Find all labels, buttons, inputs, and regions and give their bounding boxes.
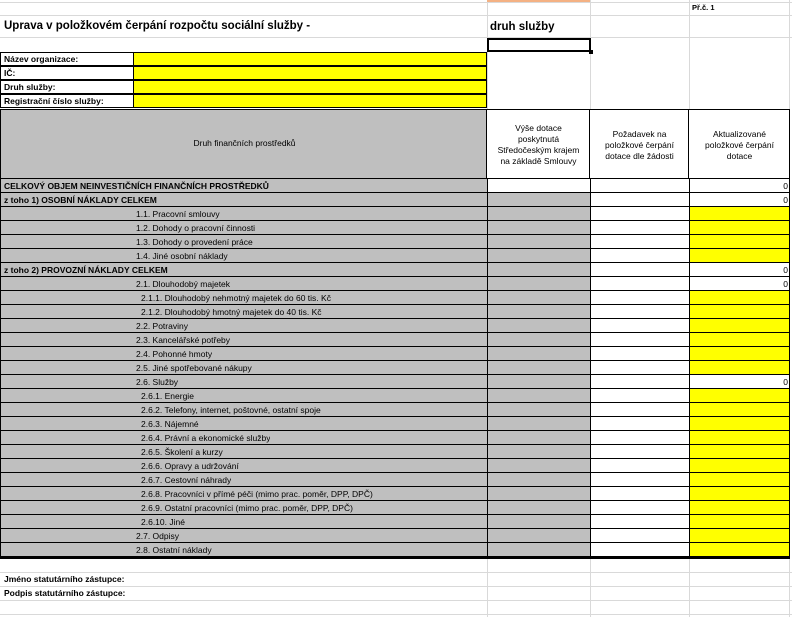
field-input[interactable]	[133, 80, 487, 94]
header-requested-allocation	[590, 109, 689, 179]
requested-allocation-cell[interactable]	[590, 291, 689, 305]
row-label-cell	[0, 543, 487, 557]
updated-allocation-cell[interactable]	[689, 501, 790, 515]
requested-allocation-cell[interactable]	[590, 221, 689, 235]
updated-allocation-cell[interactable]	[689, 263, 790, 277]
requested-allocation-cell[interactable]	[590, 347, 689, 361]
gridline	[0, 600, 792, 601]
row-label: 1.3. Dohody o provedení práce	[136, 237, 253, 247]
header-line: dotace	[726, 150, 753, 161]
requested-allocation-cell[interactable]	[590, 445, 689, 459]
grant-amount-cell[interactable]	[487, 515, 590, 529]
table-row	[0, 473, 790, 487]
row-label-cell	[0, 403, 487, 417]
table-row	[0, 221, 790, 235]
row-label-cell	[0, 459, 487, 473]
updated-allocation-cell[interactable]	[689, 487, 790, 501]
table-row	[0, 403, 790, 417]
row-label: 2.6.9. Ostatní pracovníci (mimo prac. poměr, DPP, DPČ)	[141, 503, 353, 513]
grant-amount-cell[interactable]	[487, 361, 590, 375]
updated-allocation-cell[interactable]	[689, 445, 790, 459]
grant-amount-cell[interactable]	[487, 333, 590, 347]
requested-allocation-cell[interactable]	[590, 403, 689, 417]
grant-amount-cell[interactable]	[487, 431, 590, 445]
row-label: 1.2. Dohody o pracovní činnosti	[136, 223, 256, 233]
gridline	[0, 572, 792, 573]
grant-amount-cell[interactable]	[487, 291, 590, 305]
updated-allocation-cell[interactable]	[689, 305, 790, 319]
row-label: 2.8. Ostatní náklady	[136, 545, 212, 555]
row-label-cell	[0, 529, 487, 543]
row-label-cell	[0, 179, 487, 193]
grant-amount-cell[interactable]	[487, 529, 590, 543]
table-row	[0, 263, 790, 277]
requested-allocation-cell[interactable]	[590, 361, 689, 375]
header-funds-type-label: Druh finančních prostředků	[193, 138, 296, 148]
requested-allocation-cell[interactable]	[590, 235, 689, 249]
table-row	[0, 291, 790, 305]
row-label-cell	[0, 361, 487, 375]
corner-reference: Př.č. 1	[692, 3, 715, 12]
requested-allocation-cell[interactable]	[590, 459, 689, 473]
grant-amount-cell[interactable]	[487, 235, 590, 249]
row-label-cell	[0, 291, 487, 305]
table-bottom-border	[0, 557, 790, 559]
updated-allocation-cell[interactable]	[689, 193, 790, 207]
requested-allocation-cell[interactable]	[590, 305, 689, 319]
service-type-cell[interactable]	[487, 38, 591, 52]
row-label: 1.4. Jiné osobní náklady	[136, 251, 228, 261]
organization-fields	[0, 52, 487, 109]
row-label: 2.6.5. Školení a kurzy	[141, 447, 223, 457]
updated-allocation-cell[interactable]	[689, 389, 790, 403]
header-line: poskytnutá	[517, 134, 560, 144]
row-label: 2.5. Jiné spotřebované nákupy	[136, 363, 252, 373]
field-label: Druh služby:	[0, 80, 133, 94]
grant-amount-cell[interactable]	[487, 193, 590, 207]
updated-allocation-cell[interactable]	[689, 347, 790, 361]
row-label: 1.1. Pracovní smlouvy	[136, 209, 220, 219]
table-row	[0, 305, 790, 319]
field-input[interactable]	[133, 94, 487, 108]
table-row	[0, 319, 790, 333]
grant-amount-cell[interactable]	[487, 319, 590, 333]
row-label: CELKOVÝ OBJEM NEINVESTIČNÍCH FINANČNÍCH PROSTŘEDKŮ	[4, 181, 269, 191]
header-funds-type	[0, 109, 487, 179]
row-label: z toho 1) OSOBNÍ NÁKLADY CELKEM	[4, 195, 157, 205]
header-line: položkové čerpání	[705, 139, 774, 150]
gridline	[0, 586, 792, 587]
updated-allocation-cell[interactable]	[689, 431, 790, 445]
requested-allocation-cell[interactable]	[590, 515, 689, 529]
row-label: 2.6.2. Telefony, internet, poštovné, ostatní spoje	[141, 405, 321, 415]
updated-allocation-cell[interactable]	[689, 361, 790, 375]
header-line: Výše dotace	[515, 123, 562, 133]
row-label: 2.1.1. Dlouhodobý nehmotný majetek do 60 tis. Kč	[141, 293, 331, 303]
statutory-signature-label: Podpis statutárního zástupce:	[4, 588, 126, 598]
gridline	[0, 15, 792, 16]
updated-allocation-cell[interactable]	[689, 375, 790, 389]
requested-allocation-cell[interactable]	[590, 529, 689, 543]
table-row	[0, 459, 790, 473]
cell-value: 0	[783, 181, 788, 191]
updated-allocation-cell[interactable]	[689, 235, 790, 249]
row-label-cell	[0, 207, 487, 221]
page-title: Úprava v položkovém čerpání rozpočtu sociální služby -	[4, 20, 311, 32]
row-label: 2.4. Pohonné hmoty	[136, 349, 213, 359]
table-row	[0, 207, 790, 221]
table-row	[0, 529, 790, 543]
updated-allocation-cell[interactable]	[689, 221, 790, 235]
row-label-cell	[0, 333, 487, 347]
header-line: na základě Smlouvy	[500, 156, 577, 166]
requested-allocation-cell[interactable]	[590, 179, 689, 193]
grant-amount-cell[interactable]	[487, 375, 590, 389]
grant-amount-cell[interactable]	[487, 389, 590, 403]
updated-allocation-cell[interactable]	[689, 179, 790, 193]
table-row	[0, 501, 790, 515]
grant-amount-cell[interactable]	[487, 487, 590, 501]
row-label: 2.3. Kancelářské potřeby	[136, 335, 231, 345]
updated-allocation-cell[interactable]	[689, 333, 790, 347]
row-label-cell	[0, 347, 487, 361]
requested-allocation-cell[interactable]	[590, 473, 689, 487]
row-label: 2.7. Odpisy	[136, 531, 179, 541]
grant-amount-cell[interactable]	[487, 221, 590, 235]
row-label-cell	[0, 501, 487, 515]
field-input[interactable]	[133, 52, 487, 66]
table-row	[0, 389, 790, 403]
requested-allocation-cell[interactable]	[590, 487, 689, 501]
updated-allocation-cell[interactable]	[689, 543, 790, 557]
row-label-cell	[0, 319, 487, 333]
cell-value: 0	[783, 265, 788, 275]
table-row	[0, 515, 790, 529]
row-label-cell	[0, 515, 487, 529]
updated-allocation-cell[interactable]	[689, 207, 790, 221]
requested-allocation-cell[interactable]	[590, 319, 689, 333]
grant-amount-cell[interactable]	[487, 305, 590, 319]
table-row	[0, 193, 790, 207]
row-label: z toho 2) PROVOZNÍ NÁKLADY CELKEM	[4, 265, 168, 275]
row-label-cell	[0, 249, 487, 263]
header-line: Požadavek na	[612, 128, 667, 139]
grant-amount-cell[interactable]	[487, 445, 590, 459]
requested-allocation-cell[interactable]	[590, 207, 689, 221]
table-row	[0, 445, 790, 459]
requested-allocation-cell[interactable]	[590, 333, 689, 347]
row-label-cell	[0, 445, 487, 459]
table-row	[0, 333, 790, 347]
requested-allocation-cell[interactable]	[590, 193, 689, 207]
gridline	[0, 37, 792, 38]
row-label: 2.2. Potraviny	[136, 321, 188, 331]
table-row	[0, 277, 790, 291]
table-row	[0, 417, 790, 431]
row-label: 2.6.4. Právní a ekonomické služby	[141, 433, 271, 443]
grant-amount-cell[interactable]	[487, 543, 590, 557]
table-row	[0, 361, 790, 375]
row-label-cell	[0, 431, 487, 445]
row-label-cell	[0, 277, 487, 291]
requested-allocation-cell[interactable]	[590, 389, 689, 403]
header-line: položkové čerpání	[605, 139, 674, 150]
row-label-cell	[0, 473, 487, 487]
header-line: Středočeským krajem	[497, 145, 580, 155]
updated-allocation-cell[interactable]	[689, 529, 790, 543]
row-label-cell	[0, 389, 487, 403]
row-label: 2.6.10. Jiné	[141, 517, 185, 527]
row-label: 2.1. Dlouhodobý majetek	[136, 279, 231, 289]
table-row	[0, 431, 790, 445]
row-label-cell	[0, 487, 487, 501]
requested-allocation-cell[interactable]	[590, 375, 689, 389]
updated-allocation-cell[interactable]	[689, 417, 790, 431]
grant-amount-cell[interactable]	[487, 277, 590, 291]
grant-amount-cell[interactable]	[487, 263, 590, 277]
header-updated-allocation	[689, 109, 790, 179]
field-label: Registrační číslo služby:	[0, 94, 133, 108]
requested-allocation-cell[interactable]	[590, 543, 689, 557]
grant-amount-cell[interactable]	[487, 249, 590, 263]
gridline	[0, 614, 792, 615]
requested-allocation-cell[interactable]	[590, 431, 689, 445]
row-label: 2.6.1. Energie	[141, 391, 194, 401]
grant-amount-cell[interactable]	[487, 473, 590, 487]
grant-amount-cell[interactable]	[487, 207, 590, 221]
cell-value: 0	[783, 279, 788, 289]
table-row	[0, 179, 790, 193]
table-row	[0, 347, 790, 361]
table-row	[0, 543, 790, 557]
row-label: 2.6.6. Opravy a udržování	[141, 461, 239, 471]
updated-allocation-cell[interactable]	[689, 473, 790, 487]
updated-allocation-cell[interactable]	[689, 403, 790, 417]
cell-value: 0	[783, 377, 788, 387]
row-label-cell	[0, 221, 487, 235]
row-label-cell	[0, 193, 487, 207]
field-input[interactable]	[133, 66, 487, 80]
row-label: 2.6. Služby	[136, 377, 179, 387]
row-label: 2.6.3. Nájemné	[141, 419, 199, 429]
updated-allocation-cell[interactable]	[689, 319, 790, 333]
gridline	[0, 2, 792, 3]
table-row	[0, 487, 790, 501]
requested-allocation-cell[interactable]	[590, 417, 689, 431]
header-line: Aktualizované	[713, 128, 766, 139]
requested-allocation-cell[interactable]	[590, 249, 689, 263]
updated-allocation-cell[interactable]	[689, 277, 790, 291]
requested-allocation-cell[interactable]	[590, 263, 689, 277]
requested-allocation-cell[interactable]	[590, 501, 689, 515]
grant-amount-cell[interactable]	[487, 459, 590, 473]
row-label-cell	[0, 235, 487, 249]
grant-amount-cell[interactable]	[487, 347, 590, 361]
row-label-cell	[0, 375, 487, 389]
updated-allocation-cell[interactable]	[689, 459, 790, 473]
grant-amount-cell[interactable]	[487, 417, 590, 431]
field-label: Název organizace:	[0, 52, 133, 66]
row-label: 2.6.7. Cestovní náhrady	[141, 475, 232, 485]
column-highlight	[487, 0, 590, 2]
row-label: 2.6.8. Pracovníci v přímé péči (mimo prac. poměr, DPP, DPČ)	[141, 489, 373, 499]
updated-allocation-cell[interactable]	[689, 515, 790, 529]
grant-amount-cell[interactable]	[487, 179, 590, 193]
updated-allocation-cell[interactable]	[689, 249, 790, 263]
title-suffix: druh služby	[490, 21, 555, 33]
field-label: IČ:	[0, 66, 133, 80]
updated-allocation-cell[interactable]	[689, 291, 790, 305]
header-line: dotace dle žádosti	[605, 150, 674, 161]
row-label-cell	[0, 263, 487, 277]
grant-amount-cell[interactable]	[487, 403, 590, 417]
table-row	[0, 235, 790, 249]
statutory-name-label: Jméno statutárního zástupce:	[4, 574, 125, 584]
grant-amount-cell[interactable]	[487, 501, 590, 515]
row-label-cell	[0, 417, 487, 431]
cell-value: 0	[783, 195, 788, 205]
requested-allocation-cell[interactable]	[590, 277, 689, 291]
row-label-cell	[0, 305, 487, 319]
table-row	[0, 375, 790, 389]
header-grant-amount	[487, 109, 590, 179]
table-row	[0, 249, 790, 263]
row-label: 2.1.2. Dlouhodobý hmotný majetek do 40 tis. Kč	[141, 307, 322, 317]
budget-table	[0, 109, 792, 558]
